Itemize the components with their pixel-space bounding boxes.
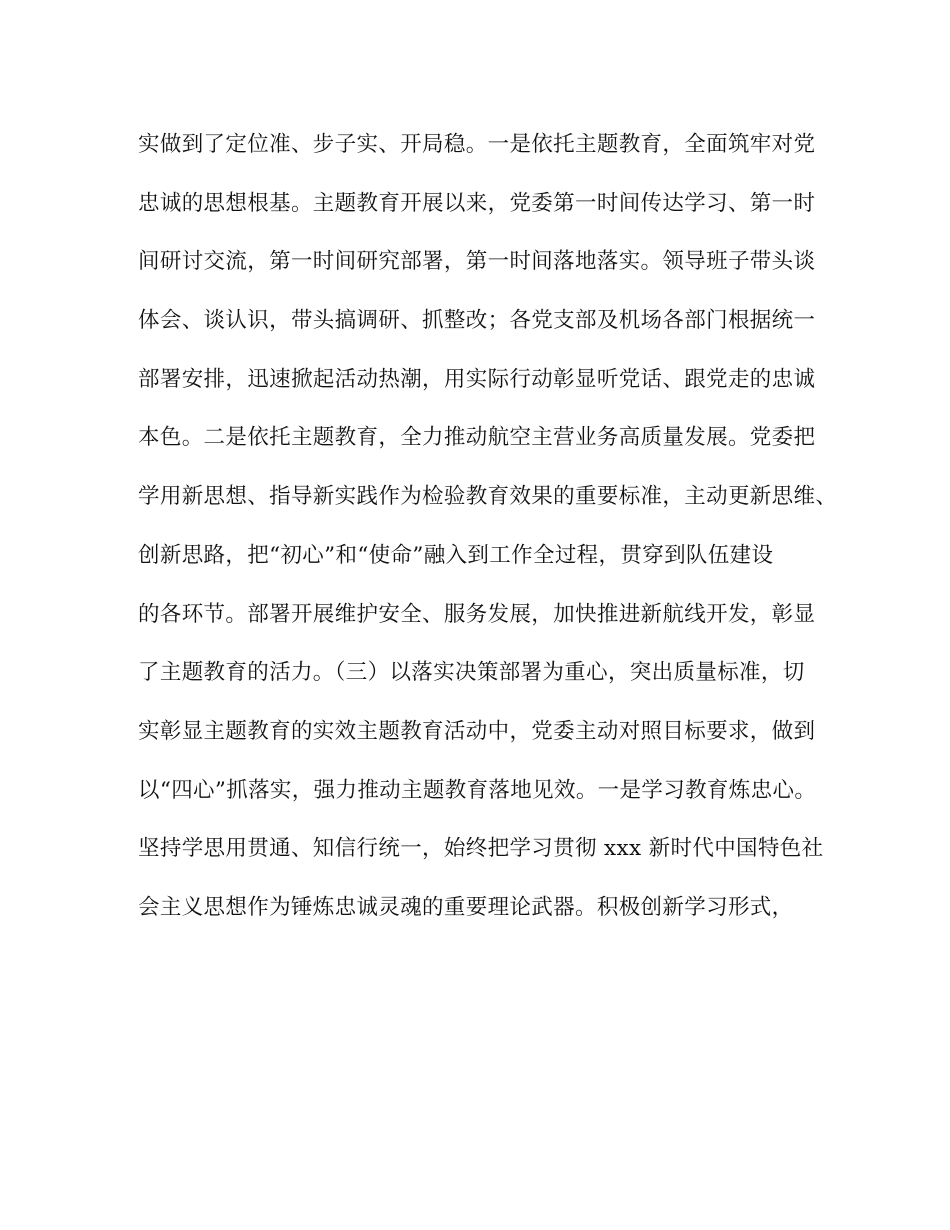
text-line: 学用新思想、指导新实践作为检验教育效果的重要标准，主动更新思维、 [138, 484, 838, 510]
text-line: 了主题教育的活力。（三）以落实决策部署为重心，突出质量标准，切 [138, 660, 805, 686]
text-line: 坚持学思用贯通、知信行统一，始终把学习贯彻 xxx 新时代中国特色社 [138, 836, 824, 862]
text-line: 会主义思想作为锤炼忠诚灵魂的重要理论武器。积极创新学习形式， [138, 894, 794, 920]
text-line: 忠诚的思想根基。主题教育开展以来，党委第一时间传达学习、第一时 [138, 190, 816, 216]
text-line: 本色。二是依托主题教育，全力推动航空主营业务高质量发展。党委把 [138, 425, 816, 451]
text-line: 部署安排，迅速掀起活动热潮，用实际行动彰显听党话、跟党走的忠诚 [138, 366, 816, 392]
text-line: 体会、谈认识，带头搞调研、抓整改；各党支部及机场各部门根据统一 [138, 308, 816, 334]
text-line: 间研讨交流，第一时间研究部署，第一时间落地落实。领导班子带头谈 [138, 249, 816, 275]
body-text [138, 120, 838, 942]
text-line: 的各环节。部署开展维护安全、服务发展，加快推进新航线开发，彰显 [138, 601, 816, 627]
text-line: 以“四心”抓落实，强力推动主题教育落地见效。一是学习教育炼忠心。 [138, 777, 817, 803]
text-line: 创新思路，把“初心”和“使命”融入到工作全过程，贯穿到队伍建设 [138, 542, 774, 568]
text-line: 实彰显主题教育的实效主题教育活动中，党委主动对照目标要求，做到 [138, 718, 816, 744]
text-line: 实做到了定位准、步子实、开局稳。一是依托主题教育，全面筑牢对党 [138, 132, 816, 157]
